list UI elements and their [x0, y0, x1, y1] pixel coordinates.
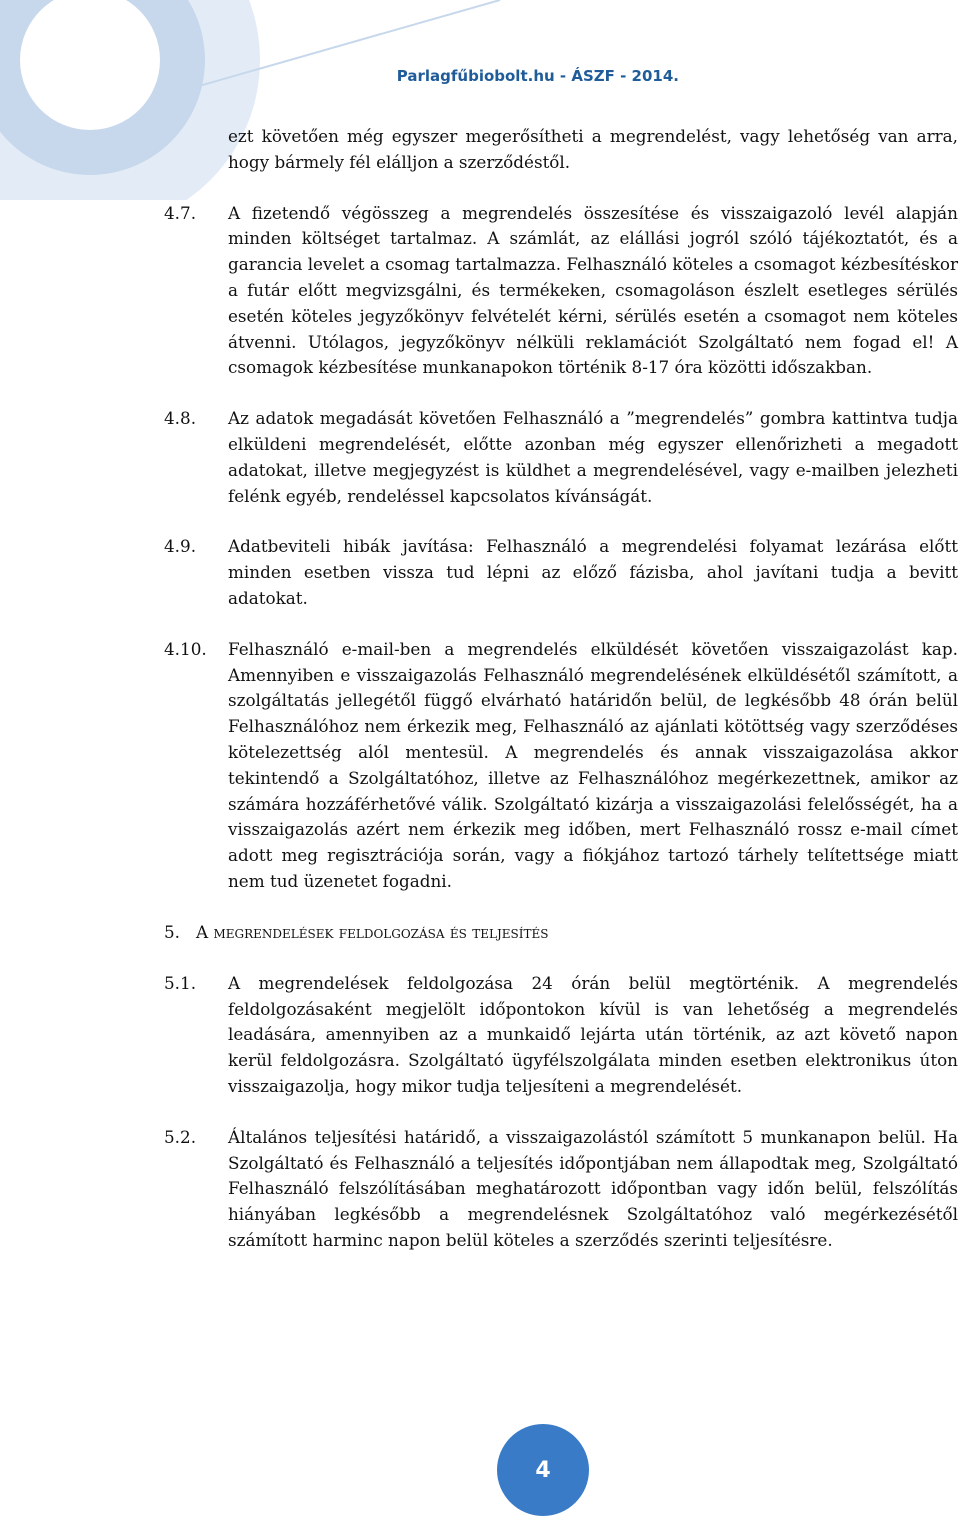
section-title-rest: megrendelések feldolgozása és teljesítés: [208, 921, 549, 942]
paragraph-number: 5.2.: [164, 1126, 197, 1147]
header-title: Parlagfűbiobolt.hu - ÁSZF - 2014.: [396, 67, 679, 85]
paragraph-4-8: [164, 406, 958, 509]
paragraph-4-7: [164, 201, 958, 382]
section-title: [196, 920, 958, 946]
section-number: 5.: [164, 921, 181, 942]
paragraph-text: Adatbeviteli hibák javítása: Felhasználó a megrendelési folyamat lezárása előtt minden esetben vissza tud lépni az előző fázisba, ahol javítani tudja a bevitt adatokat.: [228, 536, 958, 608]
paragraph-number: 4.8.: [164, 408, 197, 429]
paragraph-4-9: [164, 534, 958, 611]
page-number: 4: [535, 1457, 551, 1483]
paragraph-4-10: [164, 637, 958, 895]
paragraph-text: Általános teljesítési határidő, a visszaigazolástól számított 5 munkanapon belül. Ha Szolgáltató és Felhasználó a teljesítés időpontjában nem állapodtak meg, Szolgáltató Felhasználó felszólításában meghatározott időpontban vagy időn belül, felszólítás hiányában legkésőbb a megrendelésnek Szolgáltatóhoz való megérkezésétől számított harminc napon belül köteles a szerződés szerinti teljesítésre.: [228, 1126, 958, 1250]
paragraph-text: Az adatok megadását követően Felhasználó a ”megrendelés” gombra kattintva tudja elküldeni megrendelését, előtte azonban még egyszer ellenőrizheti a megadott adatokat, illetve megjegyzést is küldhet a megrendelésével, vagy e-mailben jelezheti felénk egyéb, rendeléssel kapcsolatos kívánságát.: [228, 408, 958, 506]
continuation-paragraph: ezt követően még egyszer megerősítheti a megrendelést, vagy lehetőség van arra, hogy bármely fél elálljon a szerződéstől.: [228, 126, 958, 172]
paragraph-text: A megrendelések feldolgozása 24 órán belül megtörténik. A megrendelés feldolgozásaként megjelölt időpontokon kívül is van lehetőség a megrendelés leadására, amennyiben az a munkaidő lejárta után történik, az azt követő napon kerül feldolgozásra. Szolgáltató ügyfélszolgálata minden esetben elektronikus úton visszaigazolja, hogy mikor tudja teljesíteni a megrendelését.: [228, 972, 958, 1096]
paragraph-number: 4.7.: [164, 202, 197, 223]
paragraph-number: 5.1.: [164, 972, 197, 993]
page-number-badge: [497, 1424, 589, 1516]
document-body: [164, 124, 958, 1279]
paragraph-number: 4.10.: [164, 638, 207, 659]
paragraph-5-2: [164, 1125, 958, 1254]
paragraph-number: 4.9.: [164, 536, 197, 557]
section-title-first-letter: A: [196, 921, 209, 942]
paragraph-5-1: [164, 971, 958, 1100]
paragraph-text: A fizetendő végösszeg a megrendelés összesítése és visszaigazoló levél alapján minden költséget tartalmaz. A számlát, az elállási jogról szóló tájékoztatót, és a garancia levelet a csomag tartalmazza. Felhasználó köteles a csomagot kézbesítéskor a futár előtt megvizsgálni, és termékeken, csomagoláson észlelt esetleges sérülés esetén köteles jegyzőkönyv felvételét kérni, sérülés esetén a csomagot nem köteles átvenni. Utólagos, jegyzőkönyv nélküli reklamációt Szolgáltató nem fogad el! A csomagok kézbesítése munkanapokon történik 8-17 óra közötti időszakban.: [228, 202, 958, 378]
section-heading-5: [164, 920, 958, 946]
paragraph-text: Felhasználó e-mail-ben a megrendelés elküldését követően visszaigazolást kap. Amennyiben e visszaigazolás Felhasználó megrendelésének elküldésétől számított, a szolgáltatás jellegétől függő elvárható határidőn belül, de legkésőbb 48 órán belül Felhasználóhoz nem érkezik meg, Felhasználó az ajánlati kötöttség vagy szerződéses kötelezettség alól mentesül. A megrendelés és annak visszaigazolása akkor tekintendő a Szolgáltatóhoz, illetve az Felhasználóhoz megérkezettnek, amikor az számára hozzáférhetővé válik. Szolgáltató kizárja a visszaigazolási felelősségét, ha a visszaigazolás azért nem érkezik meg időben, mert Felhasználó rossz e-mail címet adott meg regisztrációja során, vagy a fiókjához tartozó tárhely telítettsége miatt nem tud üzenetet fogadni.: [228, 638, 958, 891]
